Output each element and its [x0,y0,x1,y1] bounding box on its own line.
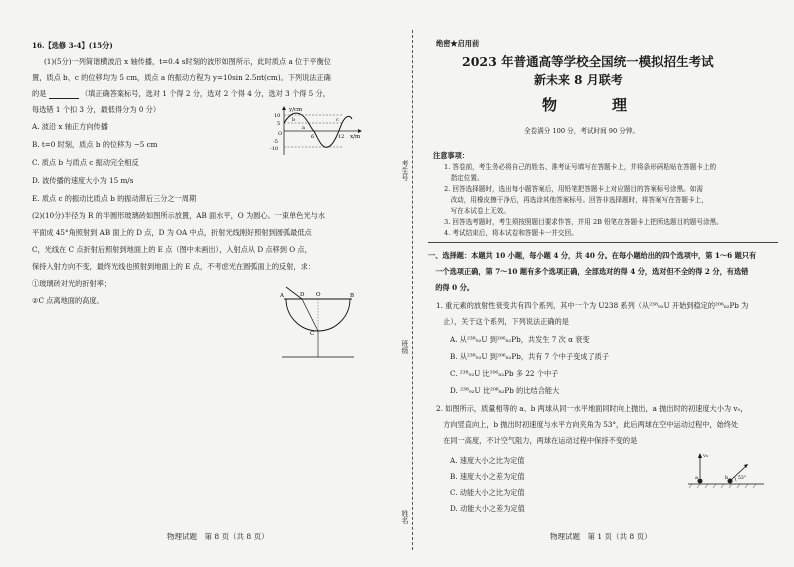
q1-option-a: A. 从²³⁸₉₂U 到²⁰⁶₈₂Pb，共发生 7 次 α 衰变 [450,335,590,344]
sub-item-2: ②C 点离地面的高度。 [32,296,104,305]
q2-label-v0: v₀ [703,453,708,459]
label-o: O [316,292,321,298]
q16-2-line-3: C，光线在 C 点折射后照射到地面上的 E 点（图中未画出），入射点从 D 点移到 O 点， [32,245,312,254]
q16-2-line-1: (2)(10分)半径为 R 的半圆形玻璃砖如图所示放置，AB 面水平，O 为圆心。一束单色光与水 [32,211,326,220]
q16-1-line-3: 的是 （填正确答案标号，选对 1 个得 2 分，选对 2 个得 4 分，选对 3 个得 5 分， [32,89,330,98]
semicircle-diagram [278,285,358,360]
q1-option-c: C. ²³⁸₉₂U 比²⁰⁶₈₂Pb 多 22 个中子 [450,369,559,378]
graph-x-tick-6: 6 [311,134,315,140]
score-line: 全卷满分 100 分，考试时间 90 分钟。 [524,127,640,135]
graph-origin: O [278,131,283,137]
right-footer: 物理试题 第 1 页（共 8 页） [550,532,652,541]
q16-heading: 16.【选修 3-4】(15分) [32,41,113,50]
graph-y-tick-neg10: -10 [270,146,279,152]
graph-point-b: b [292,117,296,123]
gutter-exam-number: 考生号 [401,160,409,181]
subject-title: 物 理 [542,96,648,114]
left-footer: 物理试题 第 8 页（共 8 页） [167,532,269,541]
right-page [398,0,794,567]
q16-1-line-1: (1)(5分)一列简谐横波沿 x 轴传播，t=0.4 s时刻的波形如图所示，此时质点 a 位于平衡位 [44,57,331,66]
q2-line-3: 在同一高度，不计空气阻力，两球在运动过程中保持不变的是 [436,436,638,445]
q2-label-angle: 53° [738,476,746,481]
label-a: A [280,293,284,299]
q16-option-e: E. 质点 c 的振动比质点 b 的振动滞后三分之一周期 [32,194,197,203]
q2-label-a: a [695,475,698,481]
section1-line-2: 一个选项正确，第 7～10 题有多个选项正确，全部选对的得 4 分，选对但不全的得 2 分，有选错 [428,267,749,276]
notice-4: 4. 考试结束后，将本试卷和答题卡一并交回。 [444,229,578,237]
gutter-class: 班级 [401,340,409,354]
answer-blank[interactable] [49,90,79,99]
section1-line-3: 的得 0 分。 [428,283,474,292]
q16-2-line-2: 平面成 45°角照射到 AB 面上的 D 点，D 为 OA 中点，折射光线刚好照射到圆弧最低点 [32,228,312,237]
notice-1b: 指定位置。 [444,174,484,182]
q16-option-d: D. 波传播的速度大小为 15 m/s [32,176,134,185]
q1-option-b: B. 从²³⁸₉₂U 到²⁰⁶₈₂Pb，共有 7 个中子变成了质子 [450,352,610,361]
wave-graph [262,105,362,157]
q2-option-b: B. 速度大小之差为定值 [450,472,525,481]
q2-figure [686,450,766,490]
graph-x-tick-12: 12 [338,134,345,140]
graph-point-c: c [336,117,339,123]
q1-option-d: D. ²³⁸₉₂U 比²⁰⁶₈₂Pb 的比结合能大 [450,386,560,395]
label-c: C [310,331,315,337]
exam-title: 2023 年普通高等学校全国统一模拟招生考试 [462,54,714,69]
graph-point-a: a [302,125,305,131]
exam-subtitle: 新未来 8 月联考 [534,73,623,87]
graph-y-tick-neg5: -5 [273,139,278,145]
q16-option-b: B. t=0 时刻，质点 b 的位移为 −5 cm [32,140,158,149]
label-d: D [300,292,305,298]
q1-line-2: 止），关于这个系列，下列说法正确的是 [436,317,569,326]
q2-label-b: b [725,475,729,481]
q2-line-2: 方向竖直向上，b 抛出时初速度与水平方向夹角为 53°，此后两球在空中运动过程中，始终处 [436,420,739,429]
notice-1: 1. 答卷前，考生务必将自己的姓名、准考证号填写在答题卡上，并将条形码粘贴在答题卡上的 [444,163,717,171]
divider [428,242,778,243]
label-b: B [350,293,355,299]
graph-y-tick-10: 10 [274,113,281,119]
notice-2b: 改动，用橡皮擦干净后，再选涂其他答案标号。回答非选择题时，将答案写在答题卡上， [444,196,708,204]
graph-y-unit: y/cm [289,107,303,113]
q16-1-line-5: 每选错 1 个扣 3 分，最低得分为 0 分） [32,105,161,114]
graph-x-unit: x/m [350,134,361,140]
secret-label: 绝密★启用前 [436,39,480,48]
q16-2-line-4: 保持入射方向不变，最终光线也照射到地面上的 E 点，不考虑光在圆弧面上的反射，求： [32,262,315,271]
q16-option-c: C. 质点 b 与质点 c 振动完全相反 [32,158,139,167]
notice-3: 3. 回答选考题时，考生须按照题目要求作答，并用 2B 铅笔在答题卡上把所选题目的题号涂黑。 [444,218,723,226]
section1-line-1: 一、选择题：本题共 10 小题，每小题 4 分，共 40 分。在每小题给出的四个选项中，第 1～6 题只有 [428,251,757,260]
q16-1-line-2: 置，质点 b、c 的位移均为 5 cm，质点 a 的振动方程为 y=10sin 2.5πt(cm)。下列说法正确 [32,73,331,82]
notice-heading: 注意事项： [433,151,469,160]
q2-option-d: D. 动能大小之差为定值 [450,504,525,513]
q2-option-a: A. 速度大小之比为定值 [450,456,525,465]
q2-line-1: 2. 如图所示，质量相等的 a、b 两球从同一水平地面同时向上抛出，a 抛出时的初速度大小为 v₀， [436,404,748,413]
q16-option-a: A. 波沿 x 轴正方向传播 [32,122,108,131]
sub-item-1: ①玻璃砖对光的折射率； [32,279,112,288]
graph-y-tick-5: 5 [277,121,281,127]
q2-option-c: C. 动能大小之比为定值 [450,488,525,497]
notice-2: 2. 回答选择题时，选出每小题答案后，用铅笔把答题卡上对应题目的答案标号涂黑。如需 [444,185,703,193]
q1-line-1: 1. 重元素的放射性衰变共有四个系列，其中一个为 U238 系列（从²³⁸₉₂U 开始到稳定的²⁰⁶₈₂Pb 为 [436,301,749,310]
gutter-name: 姓名 [401,510,409,524]
notice-2c: 写在本试卷上无效。 [444,207,510,215]
